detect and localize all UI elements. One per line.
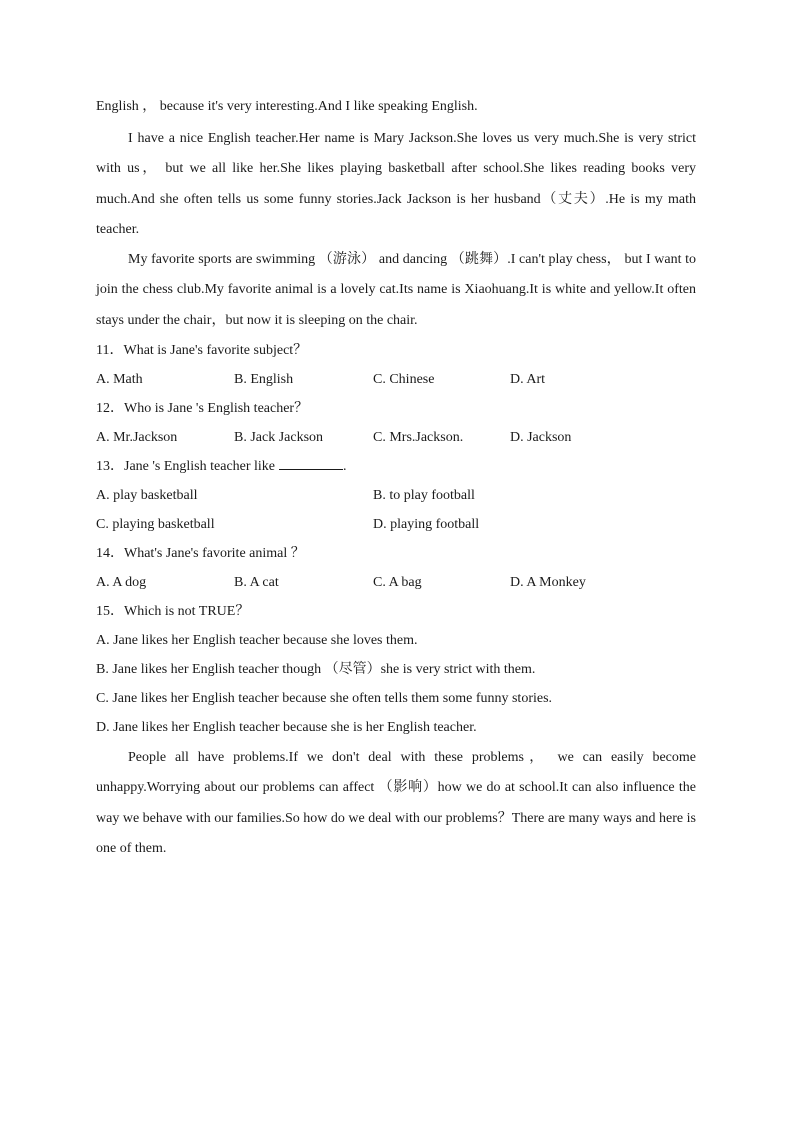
content: [96, 96, 696, 864]
option-a: A. play basketball: [96, 488, 198, 504]
question-15: 15．Which is not TRUE？: [96, 604, 250, 620]
question-13-options-row-2: [96, 510, 696, 539]
question-13-stem-end: .: [343, 459, 347, 475]
answer-blank: [279, 455, 343, 470]
option-c: C. Mrs.Jackson.: [373, 430, 464, 446]
question-11: 11．What is Jane's favorite subject？: [96, 343, 308, 359]
option-c: C. playing basketball: [96, 517, 215, 533]
question-13-stem: 13．Jane 's English teacher like: [96, 459, 276, 475]
option-c: C. Chinese: [373, 372, 435, 388]
option-a: A. Math: [96, 372, 143, 388]
option-b: B. to play football: [373, 488, 475, 504]
question-12: 12．Who is Jane 's English teacher？: [96, 401, 309, 417]
option-b: B. A cat: [234, 575, 279, 591]
option-b: B. English: [234, 372, 294, 388]
option-d: D. A Monkey: [510, 575, 586, 591]
passage-paragraph-1: I have a nice English teacher.Her name is Mary Jackson.She loves us very much.She is very strict with us， but we all like her.She likes playing basketball after school.She likes reading books very much.And she often tells us some funny stories.Jack Jackson is her husband（丈夫）.He is my math teacher.: [96, 131, 696, 237]
question-11-options: [96, 365, 696, 394]
option-c: C. Jane likes her English teacher because she often tells them some funny stories.: [96, 691, 553, 707]
option-d: D. Art: [510, 372, 545, 388]
passage-2-paragraph: People all have problems.If we don't deal with these problems， we can easily become unhappy.Worrying about our problems can affect （影响）how we do at school.It can also influence the way we behave with our families.So how do we deal with our problems？There are many ways and here is one of them.: [96, 750, 696, 856]
passage-paragraph-2: My favorite sports are swimming （游泳） and dancing （跳舞）.I can't play chess， but I want to join the chess club.My favorite animal is a lovely cat.Its name is Xiaohuang.It is white and yellow.It often stays under the chair，but now it is sleeping on the chair.: [96, 252, 696, 328]
option-d: D. Jackson: [510, 430, 572, 446]
option-a: A. Jane likes her English teacher because she loves them.: [96, 633, 418, 649]
question-14-options: [96, 568, 696, 597]
passage-paragraph-0: English ， because it's very interesting.And I like speaking English.: [96, 99, 478, 114]
question-13: [96, 452, 696, 481]
option-b: B. Jane likes her English teacher though （尽管）she is very strict with them.: [96, 662, 536, 678]
question-12-options: [96, 423, 696, 452]
option-b: B. Jack Jackson: [234, 430, 324, 446]
option-a: A. A dog: [96, 575, 147, 591]
option-c: C. A bag: [373, 575, 422, 591]
question-14: 14．What's Jane's favorite animal ？: [96, 546, 305, 562]
option-d: D. Jane likes her English teacher because she is her English teacher.: [96, 720, 477, 736]
option-d: D. playing football: [373, 517, 480, 533]
question-13-options-row-1: [96, 481, 696, 510]
option-a: A. Mr.Jackson: [96, 430, 178, 446]
